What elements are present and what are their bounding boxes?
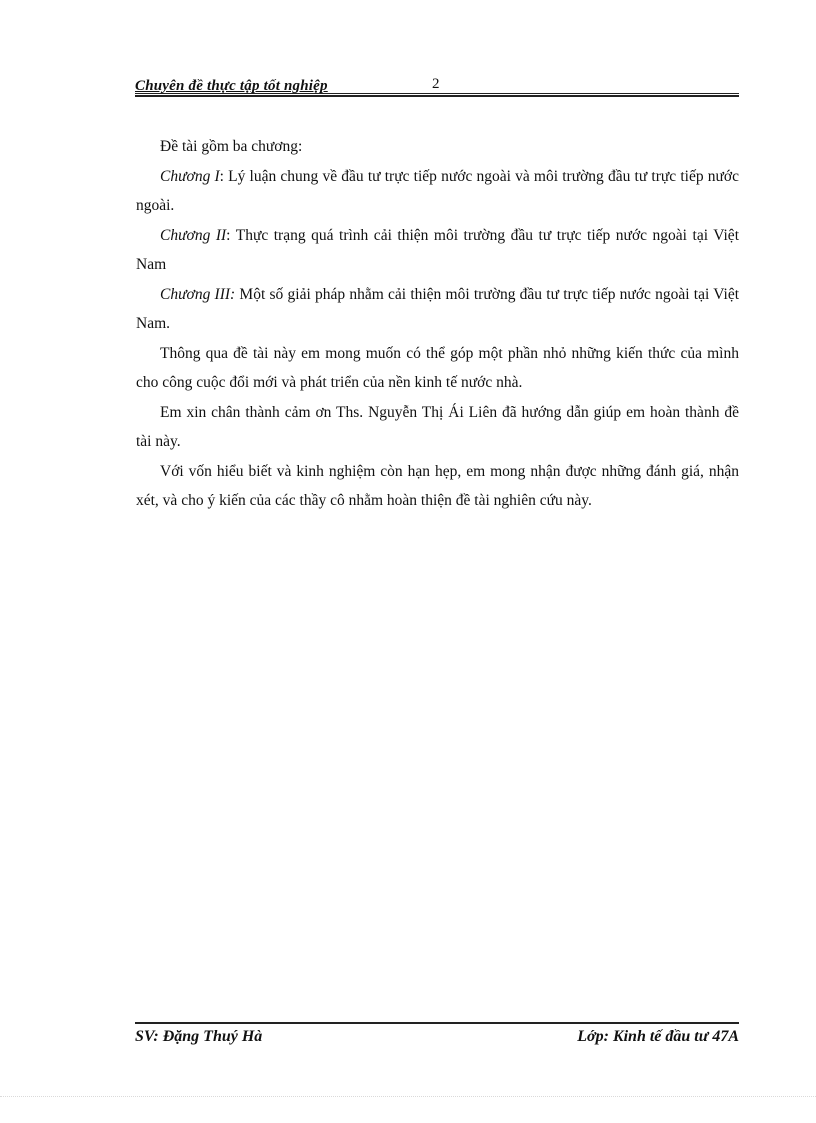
feedback-paragraph: Với vốn hiểu biết và kinh nghiệm còn hạn hẹp, em mong nhận được những đánh giá, nhận xét, và cho ý kiến của các thầy cô nhằm hoàn thiện đề tài nghiên cứu này. (136, 462, 739, 509)
chapter-1-paragraph (136, 162, 739, 221)
thanks-paragraph: Em xin chân thành cảm ơn Ths. Nguyễn Thị Ái Liên đã hướng dẫn giúp em hoàn thành đề tài này. (136, 403, 739, 450)
chapter-1-label: Chương I (160, 167, 220, 185)
chapter-2-paragraph (136, 221, 739, 280)
header-title: Chuyên đề thực tập tốt nghiệp (135, 78, 328, 94)
chapter-2-text: : Thực trạng quá trình cải thiện môi trường đầu tư trực tiếp nước ngoài tại Việt Nam (136, 226, 739, 273)
page-number: 2 (432, 76, 440, 92)
hope-paragraph: Thông qua đề tài này em mong muốn có thể góp một phần nhỏ những kiến thức của mình cho công cuộc đổi mới và phát triển của nền kinh tế nước nhà. (136, 344, 739, 391)
chapter-3-text: Một số giải pháp nhằm cải thiện môi trường đầu tư trực tiếp nước ngoài tại Việt Nam. (136, 285, 740, 332)
footer-student: SV: Đặng Thuý Hà (135, 1028, 263, 1045)
chapter-1-text: : Lý luận chung về đầu tư trực tiếp nước ngoài và môi trường đầu tư trực tiếp nước ngoài. (136, 167, 740, 214)
chapter-3-label: Chương III: (160, 285, 236, 303)
page-bottom-border (0, 1096, 816, 1097)
header-rule (135, 93, 739, 97)
footer-rule (135, 1022, 739, 1024)
footer-class: Lớp: Kinh tế đầu tư 47A (577, 1028, 739, 1045)
page-header (135, 76, 739, 98)
chapter-3-paragraph (136, 280, 739, 339)
document-body (136, 132, 739, 516)
intro-paragraph: Đề tài gồm ba chương: (160, 138, 303, 155)
chapter-2-label: Chương II (160, 226, 227, 244)
